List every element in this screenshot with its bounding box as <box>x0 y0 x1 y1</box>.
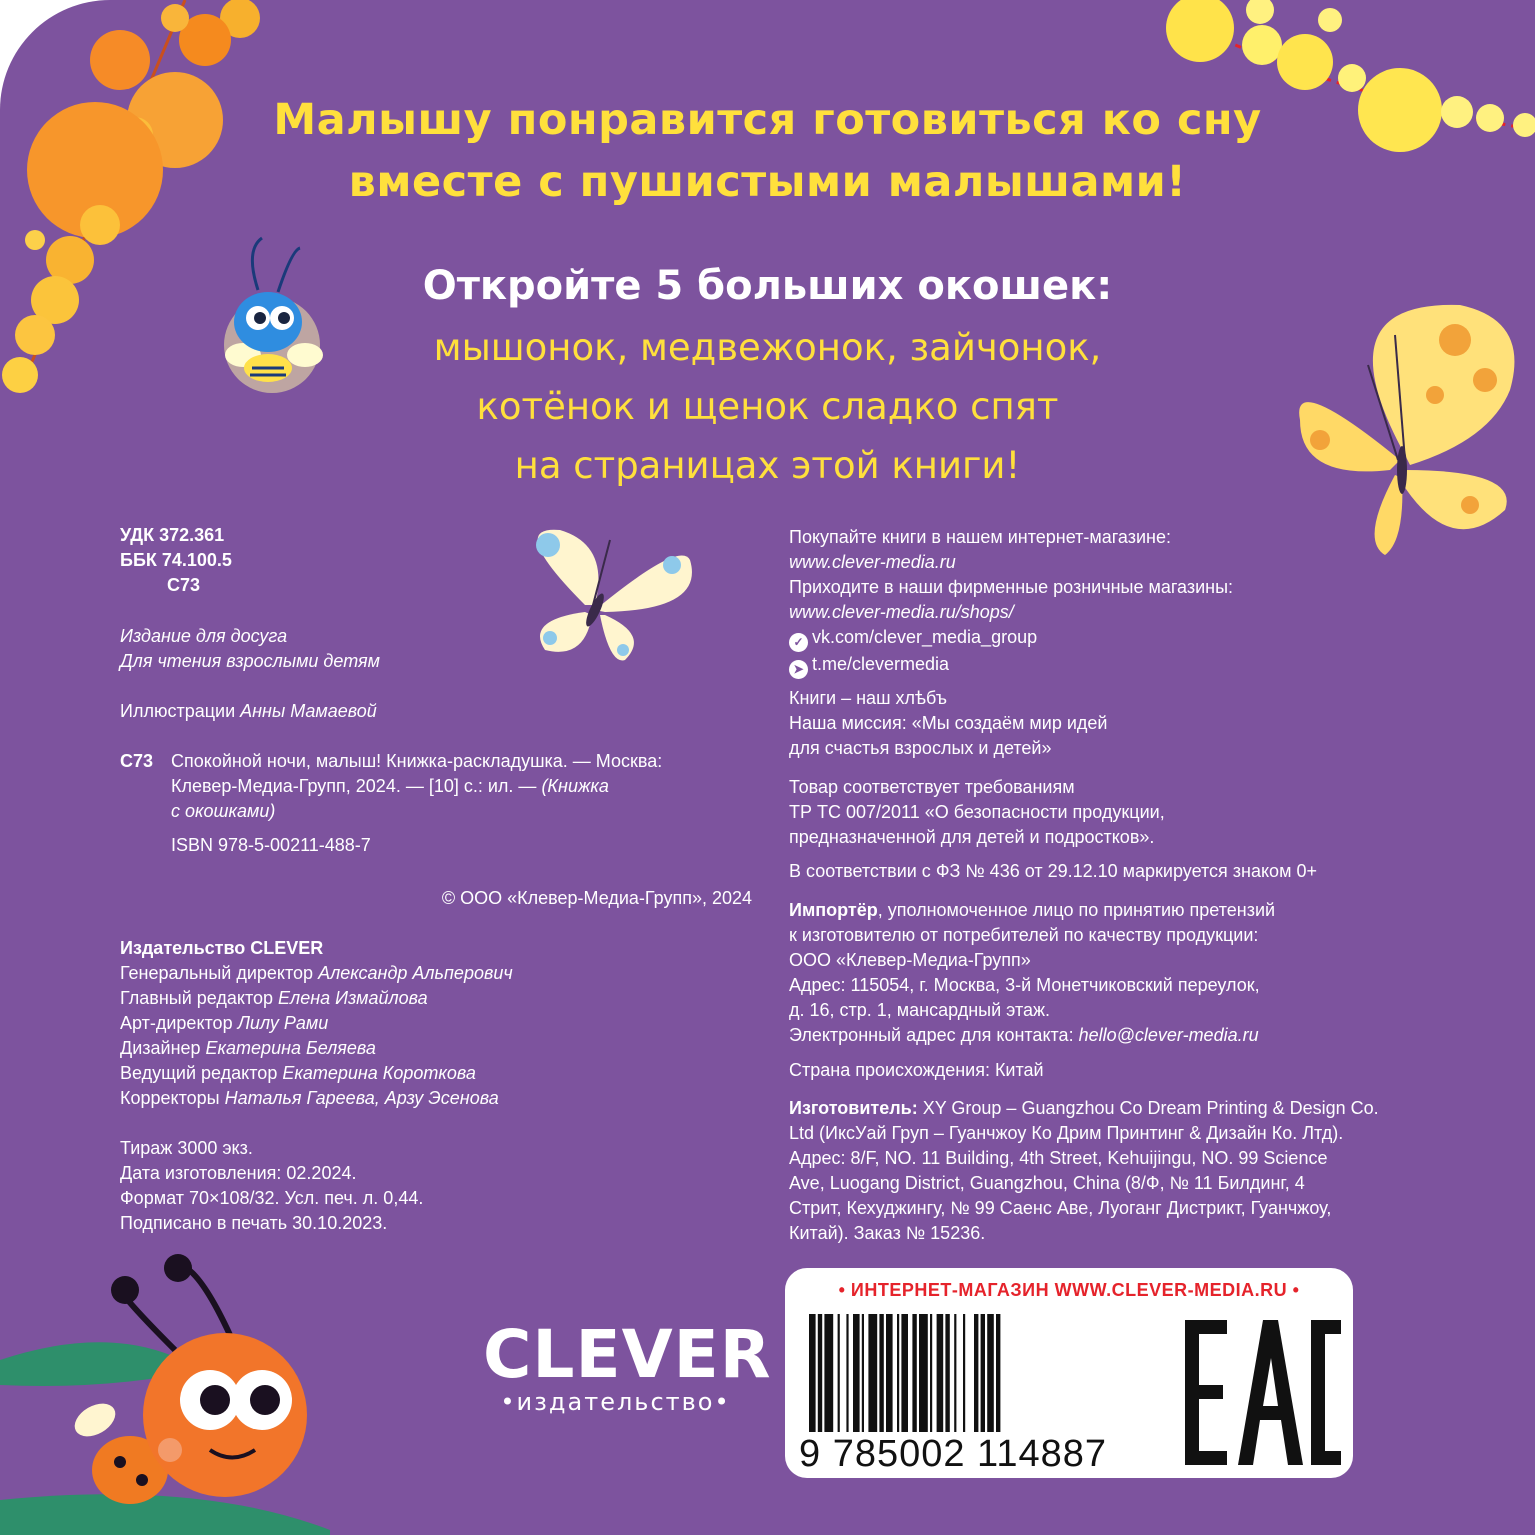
barcode-bar <box>838 1314 840 1432</box>
barcode-bar <box>901 1314 908 1432</box>
print-info <box>120 1136 760 1236</box>
headline-line-1: Малышу понравится готовиться ко сну <box>273 95 1262 145</box>
barcode-panel <box>785 1268 1353 1478</box>
staff-name: Лилу Рами <box>237 1013 329 1033</box>
staff-role: Дизайнер <box>120 1038 206 1058</box>
barcode-bar <box>919 1314 928 1432</box>
audience-label: Для чтения взрослыми детям <box>120 651 380 671</box>
barcode-bar <box>963 1314 965 1432</box>
staff-name: Екатерина Короткова <box>282 1063 476 1083</box>
motto-line-1: Книги – наш хлѣбъ <box>789 688 948 708</box>
manufacturer-line-4: Ave, Luogang District, Guangzhou, China (8/Ф, № 11 Билдинг, 4 <box>789 1173 1305 1193</box>
motto <box>789 686 1439 761</box>
telegram-icon: ➤ <box>789 660 808 679</box>
importer-line-5: д. 16, стр. 1, мансардный этаж. <box>789 1000 1051 1020</box>
barcode-bar <box>912 1314 916 1432</box>
barcode-icon <box>805 1314 1155 1434</box>
staff-name: Елена Измайлова <box>278 988 428 1008</box>
vk-icon: ✓ <box>789 633 808 652</box>
clever-logo-subtitle: •издательство• <box>500 1388 731 1416</box>
headline-line-2: вместе с пушистыми малышами! <box>348 157 1187 207</box>
illustrator-name: Анны Мамаевой <box>240 701 377 721</box>
classification-codes <box>120 523 760 598</box>
firefly-icon <box>0 1254 330 1535</box>
barcode-bar <box>879 1314 883 1432</box>
staff-row <box>120 1086 760 1111</box>
barcode-bar <box>853 1314 860 1432</box>
bibliographic-entry <box>120 749 760 858</box>
leisure-label: Издание для досуга <box>120 626 288 646</box>
print-signed: Подписано в печать 30.10.2023. <box>120 1213 388 1233</box>
barcode-bar <box>974 1314 978 1432</box>
compliance-line-2: ТР ТС 007/2011 «О безопасности продукции, <box>789 802 1165 822</box>
importer-info <box>789 898 1439 1048</box>
staff-role: Арт-директор <box>120 1013 238 1033</box>
telegram-link[interactable] <box>789 652 1439 679</box>
manufacturer-line-2: Ltd (ИксУай Груп – Гуанчжоу Ко Дрим Принтинг & Дизайн Ко. Лтд). <box>789 1123 1344 1143</box>
staff-row <box>120 1036 760 1061</box>
barcode-bar <box>930 1314 932 1432</box>
country-of-origin: Страна происхождения: Китай <box>789 1060 1044 1080</box>
manufacturer-line-3: Адрес: 8/F, NO. 11 Building, 4th Street, Kehuijingu, NO. 99 Science <box>789 1148 1328 1168</box>
email-label: Электронный адрес для контакта: <box>789 1025 1079 1045</box>
manufacturer-label: Изготовитель: <box>789 1098 918 1118</box>
clever-logo: CLEVER <box>483 1316 772 1393</box>
entry-series-2: с окошками) <box>171 801 276 821</box>
visit-text: Приходите в наши фирменные розничные магазины: <box>789 577 1234 597</box>
barcode-bar <box>824 1314 833 1432</box>
barcode-bar <box>996 1314 1000 1432</box>
staff-name: Александр Альперович <box>318 963 513 983</box>
isbn: ISBN 978-5-00211-488-7 <box>171 835 371 855</box>
barcode-bar <box>809 1314 816 1432</box>
entry-line-1: Спокойной ночи, малыш! Книжка-раскладушка. — Москва: <box>171 751 663 771</box>
manufacturer-line-6: Китай). Заказ № 15236. <box>789 1223 986 1243</box>
staff-row <box>120 961 760 986</box>
entry-line-2: Клевер-Медиа-Групп, 2024. — [10] с.: ил. — <box>171 776 542 796</box>
manufacturer-info <box>789 1096 1439 1246</box>
barcode-bar <box>862 1314 864 1432</box>
barcode-bar <box>868 1314 877 1432</box>
barcode-bar <box>846 1314 848 1432</box>
telegram-label: t.me/clevermedia <box>812 654 950 674</box>
vk-link[interactable] <box>789 625 1439 652</box>
udk-code: УДК 372.361 <box>120 525 225 545</box>
compliance-line-3: предназначенной для детей и подростков». <box>789 827 1155 847</box>
entry-code: С73 <box>120 751 154 771</box>
staff-list <box>120 936 760 1111</box>
promo-text <box>200 318 1335 495</box>
copyright: © ООО «Клевер-Медиа-Групп», 2024 <box>441 888 752 908</box>
vk-label: vk.com/clever_media_group <box>812 627 1038 647</box>
staff-row <box>120 1011 760 1036</box>
barcode-digits: 9 785002 114887 <box>799 1433 1108 1475</box>
barcode-bar <box>945 1314 949 1432</box>
print-date: Дата изготовления: 02.2024. <box>120 1163 357 1183</box>
importer-line-4: Адрес: 115054, г. Москва, 3-й Монетчиковский переулок, <box>789 975 1260 995</box>
importer-line-1: , уполномоченное лицо по принятию претензий <box>877 900 1276 920</box>
barcode-bar <box>987 1314 994 1432</box>
barcode-header: • ИНТЕРНЕТ-МАГАЗИН WWW.CLEVER-MEDIA.RU • <box>838 1280 1300 1300</box>
manufacturer-line-5: Стрит, Кехуджингу, № 99 Саенс Аве, Луоганг Дистрикт, Гуанчжоу, <box>789 1198 1332 1218</box>
author-mark: С73 <box>167 575 201 595</box>
print-run: Тираж 3000 экз. <box>120 1138 253 1158</box>
headline <box>200 89 1335 213</box>
motto-line-2: Наша миссия: «Мы создаём мир идей <box>789 713 1108 733</box>
buy-text: Покупайте книги в нашем интернет-магазине: <box>789 527 1171 547</box>
shops-url-link[interactable]: www.clever-media.ru/shops/ <box>789 602 1014 622</box>
promo-line-3: на страницах этой книги! <box>514 444 1021 487</box>
barcode-bar <box>981 1314 985 1432</box>
promo-line-2: котёнок и щенок сладко спят <box>476 385 1059 428</box>
illustrations-label: Иллюстрации <box>120 701 241 721</box>
staff-role: Главный редактор <box>120 988 279 1008</box>
publisher-name: Издательство CLEVER <box>120 938 324 958</box>
importer-line-2: к изготовителю от потребителей по качеству продукции: <box>789 925 1259 945</box>
motto-line-3: для счастья взрослых и детей» <box>789 738 1052 758</box>
staff-role: Генеральный директор <box>120 963 319 983</box>
compliance-line-1: Товар соответствует требованиям <box>789 777 1075 797</box>
entry-series-1: (Книжка <box>541 776 609 796</box>
promo-title: Откройте 5 больших окошек: <box>422 263 1113 309</box>
staff-row <box>120 986 760 1011</box>
staff-role: Ведущий редактор <box>120 1063 283 1083</box>
manufacturer-line-1: XY Group – Guangzhou Co Dream Printing & Design Co. <box>917 1098 1379 1118</box>
staff-name: Екатерина Беляева <box>205 1038 376 1058</box>
staff-row <box>120 1061 760 1086</box>
shop-info <box>789 525 1439 679</box>
staff-name: Наталья Гареева, Арзу Эсенова <box>224 1088 499 1108</box>
importer-label: Импортёр <box>789 900 878 920</box>
staff-role: Корректоры <box>120 1088 225 1108</box>
barcode-bar <box>886 1314 893 1432</box>
email-link[interactable]: hello@clever-media.ru <box>1078 1025 1259 1045</box>
print-format: Формат 70×108/32. Усл. печ. л. 0,44. <box>120 1188 424 1208</box>
barcode-bar <box>937 1314 944 1432</box>
barcode-bar <box>897 1314 899 1432</box>
eac-mark-icon <box>1183 1320 1343 1465</box>
bbk-code: ББК 74.100.5 <box>120 550 232 570</box>
compliance <box>789 775 1439 884</box>
importer-line-3: ООО «Клевер-Медиа-Групп» <box>789 950 1031 970</box>
barcode-bar <box>818 1314 822 1432</box>
shop-url-link[interactable]: www.clever-media.ru <box>789 552 956 572</box>
edition-type <box>120 624 760 674</box>
age-rating: В соответствии с ФЗ № 436 от 29.12.10 маркируется знаком 0+ <box>789 861 1317 881</box>
illustrations-credit <box>120 699 760 724</box>
barcode-bar <box>954 1314 956 1432</box>
promo-line-1: мышонок, медвежонок, зайчонок, <box>433 326 1102 369</box>
